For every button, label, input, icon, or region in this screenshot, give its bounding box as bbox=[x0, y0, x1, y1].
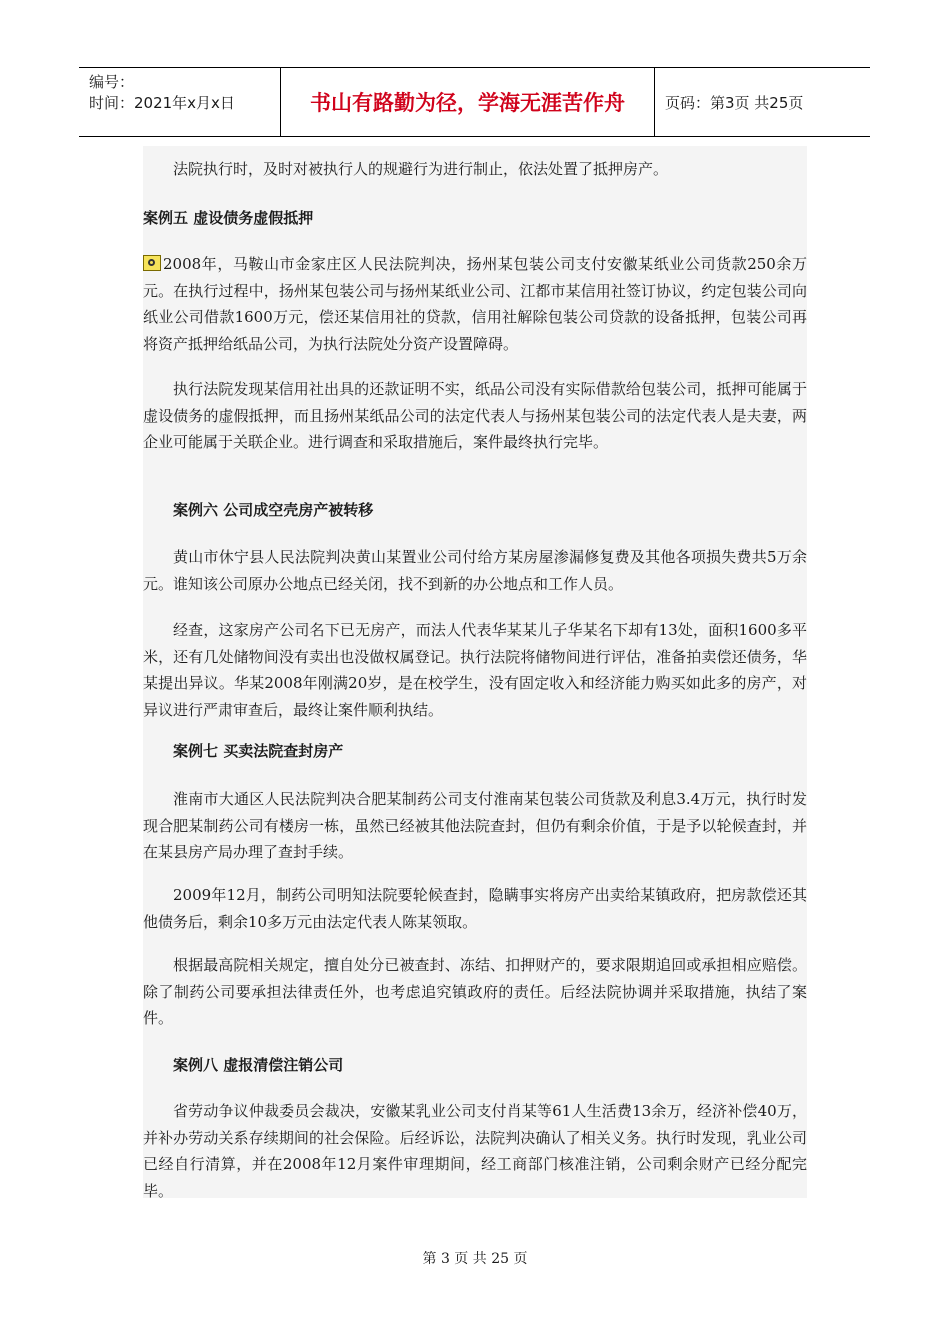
paragraph: 执行法院发现某信用社出具的还款证明不实，纸品公司没有实际借款给包装公司，抵押可能属于虚设债务的虚假抵押，而且扬州某纸品公司的法定代表人与扬州某包装公司的法定代表人是夫妻，两企业可能属于关联企业。进行调查和采取措施后，案件最终执行完毕。 bbox=[143, 380, 807, 451]
document-body bbox=[143, 146, 807, 1198]
case-heading: 案例七 买卖法院查封房产 bbox=[173, 742, 344, 760]
paragraph: 根据最高院相关规定，擅自处分已被查封、冻结、扣押财产的，要求限期追回或承担相应赔偿。除了制药公司要承担法律责任外，也考虑追究镇政府的责任。后经法院协调并采取措施，执结了案件。 bbox=[143, 956, 807, 1027]
paragraph: 2009年12月，制药公司明知法院要轮候查封，隐瞒事实将房产出卖给某镇政府，把房款偿还其他债务后，剩余10多万元由法定代表人陈某领取。 bbox=[143, 886, 807, 931]
case-heading: 案例五 虚设债务虚假抵押 bbox=[143, 209, 314, 227]
header-page-info: 页码：第3页 共25页 bbox=[665, 93, 804, 112]
paragraph: 省劳动争议仲裁委员会裁决，安徽某乳业公司支付肖某等61人生活费13余万，经济补偿40万，并补办劳动关系存续期间的社会保险。后经诉讼，法院判决确认了相关义务。执行时发现，乳业公司已经自行清算，并在2008年12月案件审理期间，经工商部门核准注销，公司剩余财产已经分配完毕。 bbox=[143, 1102, 807, 1200]
case-heading: 案例八 虚报清偿注销公司 bbox=[173, 1056, 344, 1074]
page-header bbox=[79, 67, 870, 137]
paragraph: 黄山市休宁县人民法院判决黄山某置业公司付给方某房屋渗漏修复费及其他各项损失费共5万余元。谁知该公司原办公地点已经关闭，找不到新的办公地点和工作人员。 bbox=[143, 548, 807, 593]
paragraph: 2008年，马鞍山市金家庄区人民法院判决，扬州某包装公司支付安徽某纸业公司货款250余万元。在执行过程中，扬州某包装公司与扬州某纸业公司、江都市某信用社签订协议，约定包装公司向纸业公司借款1600万元，偿还某信用社的贷款，信用社解除包装公司贷款的设备抵押，包装公司再将资产抵押给纸品公司，为执行法院处分资产设置障碍。 bbox=[143, 255, 807, 353]
case-heading: 案例六 公司成空壳房产被转移 bbox=[173, 501, 374, 519]
header-motto: 书山有路勤为径，学海无涯苦作舟 bbox=[281, 68, 655, 136]
paragraph: 法院执行时，及时对被执行人的规避行为进行制止，依法处置了抵押房产。 bbox=[173, 160, 669, 178]
number-label: 编号： bbox=[89, 73, 135, 91]
header-meta bbox=[79, 68, 281, 136]
paragraph: 淮南市大通区人民法院判决合肥某制药公司支付淮南某包装公司货款及利息3.4万元，执行时发现合肥某制药公司有楼房一栋，虽然已经被其他法院查封，但仍有剩余价值，于是予以轮候查封，并在某县房产局办理了查封手续。 bbox=[143, 790, 807, 861]
time-label: 时间：2021年x月x日 bbox=[89, 94, 235, 112]
paragraph: 经查，这家房产公司名下已无房产，而法人代表华某某儿子华某名下却有13处，面积1600多平米，还有几处储物间没有卖出也没做权属登记。执行法院将储物间进行评估，准备拍卖偿还债务，华某提出异议。华某2008年刚满20岁，是在校学生，没有固定收入和经济能力购买如此多的房产，对异议进行严肃审查后，最终让案件顺利执结。 bbox=[143, 621, 807, 719]
note-icon[interactable] bbox=[143, 255, 161, 271]
page-footer: 第 3 页 共 25 页 bbox=[422, 1251, 528, 1267]
